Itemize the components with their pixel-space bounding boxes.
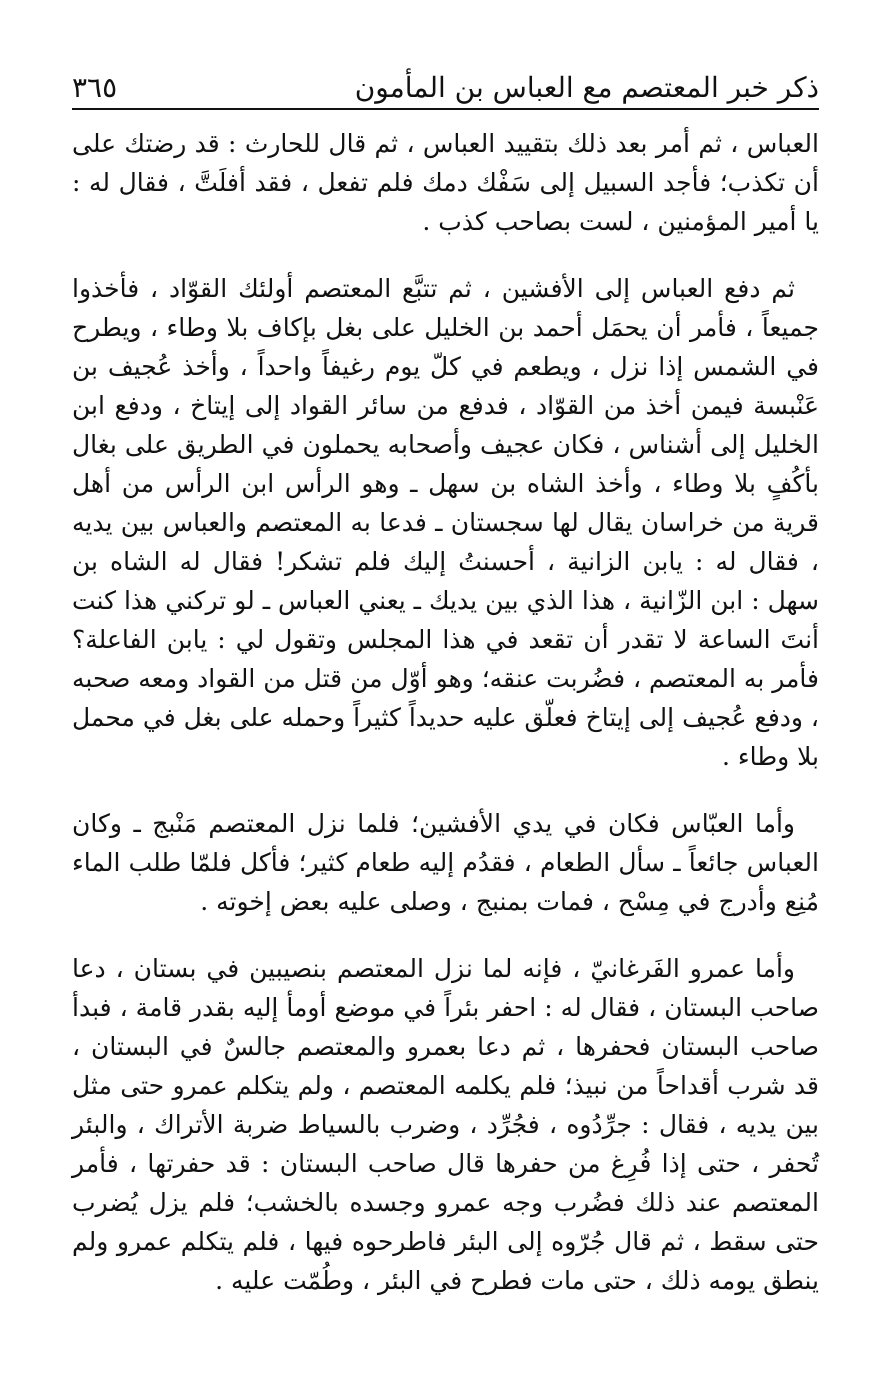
paragraph-1: العباس ، ثم أمر بعد ذلك بتقييد العباس ، ثم قال للحارث : قد رضتك على أن تكذب؛ فأجد السبيل إلى سَفْك دمك فلم تفعل ، فقد أفلَتَّ ، فقال له : يا أمير المؤمنين ، لست بصاحب كذب . [72,129,819,236]
running-title: ذكر خبر المعتصم مع العباس بن المأمون [354,71,819,104]
paragraph-3: وأما العبّاس فكان في يدي الأفشين؛ فلما نزل المعتصم مَنْبج ـ وكان العباس جائعاً ـ سأل الطعام ، فقدُم إليه طعام كثير؛ فأكل فلمّا طلب الماء مُنِع وأدرج في مِسْح ، فمات بمنبج ، وصلى عليه بعض إخوته . [72,809,819,916]
page-number: ٣٦٥ [72,71,118,104]
paragraph-2: ثم دفع العباس إلى الأفشين ، ثم تتبَّع المعتصم أولئك القوّاد ، فأخذوا جميعاً ، فأمر أن يحمَل أحمد بن الخليل على بغل بإكاف بلا وطاء ، ويطرح في الشمس إذا نزل ، ويطعم في كلّ يوم رغيفاً واحداً ، وأخذ عُجيف بن عَنْبسة فيمن أخذ من القوّاد ، فدفع من سائر القواد إلى إيتاخ ، ودفع ابن الخليل إلى أشناس ، فكان عجيف وأصحابه يحملون في الطريق على بغال بأكُفٍ بلا وطاء ، وأخذ الشاه بن سهل ـ وهو الرأس ابن الرأس من أهل قرية من خراسان يقال لها سجستان ـ فدعا به المعتصم والعباس بين يديه ، فقال له : يابن الزانية ، أحسنتُ إليك فلم تشكر! فقال له الشاه بن سهل : ابن الزّانية ، هذا الذي بين يديك ـ يعني العباس ـ لو تركني هذا كنت أنتَ الساعة لا تقدر أن تقعد في هذا المجلس وتقول لي : يابن الفاعلة؟ فأمر به المعتصم ، فضُربت عنقه؛ وهو أوّل من قتل من القواد ومعه صحبه ، ودفع عُجيف إلى إيتاخ فعلّق عليه حديداً كثيراً وحمله على بغل في محمل بلا وطاء . [72,274,820,771]
page-header [72,64,819,110]
page-body [72,124,819,1300]
paragraph-4: وأما عمرو الفَرغانيّ ، فإنه لما نزل المعتصم بنصيبين في بستان ، دعا صاحب البستان ، فقال له : احفر بئراً في موضع أومأ إليه بقدر قامة ، فبدأ صاحب البستان فحفرها ، ثم دعا بعمرو والمعتصم جالسٌ في البستان ، قد شرب أقداحاً من نبيذ؛ فلم يكلمه المعتصم ، ولم يتكلم عمرو حتى مثل بين يديه ، فقال : جرِّدُوه ، فجُرِّد ، وضرب بالسياط ضربة الأتراك ، والبئر تُحفر ، حتى إذا فُرِغ من حفرها قال صاحب البستان : قد حفرتها ، فأمر المعتصم عند ذلك فضُرب وجه عمرو وجسده بالخشب؛ فلم يزل يُضرب حتى سقط ، ثم قال جُرّوه إلى البئر فاطرحوه فيها ، فلم يتكلم عمرو ولم ينطق يومه ذلك ، حتى مات فطرح في البئر ، وطُمّت عليه . [72,954,819,1295]
book-page [72,64,819,1348]
